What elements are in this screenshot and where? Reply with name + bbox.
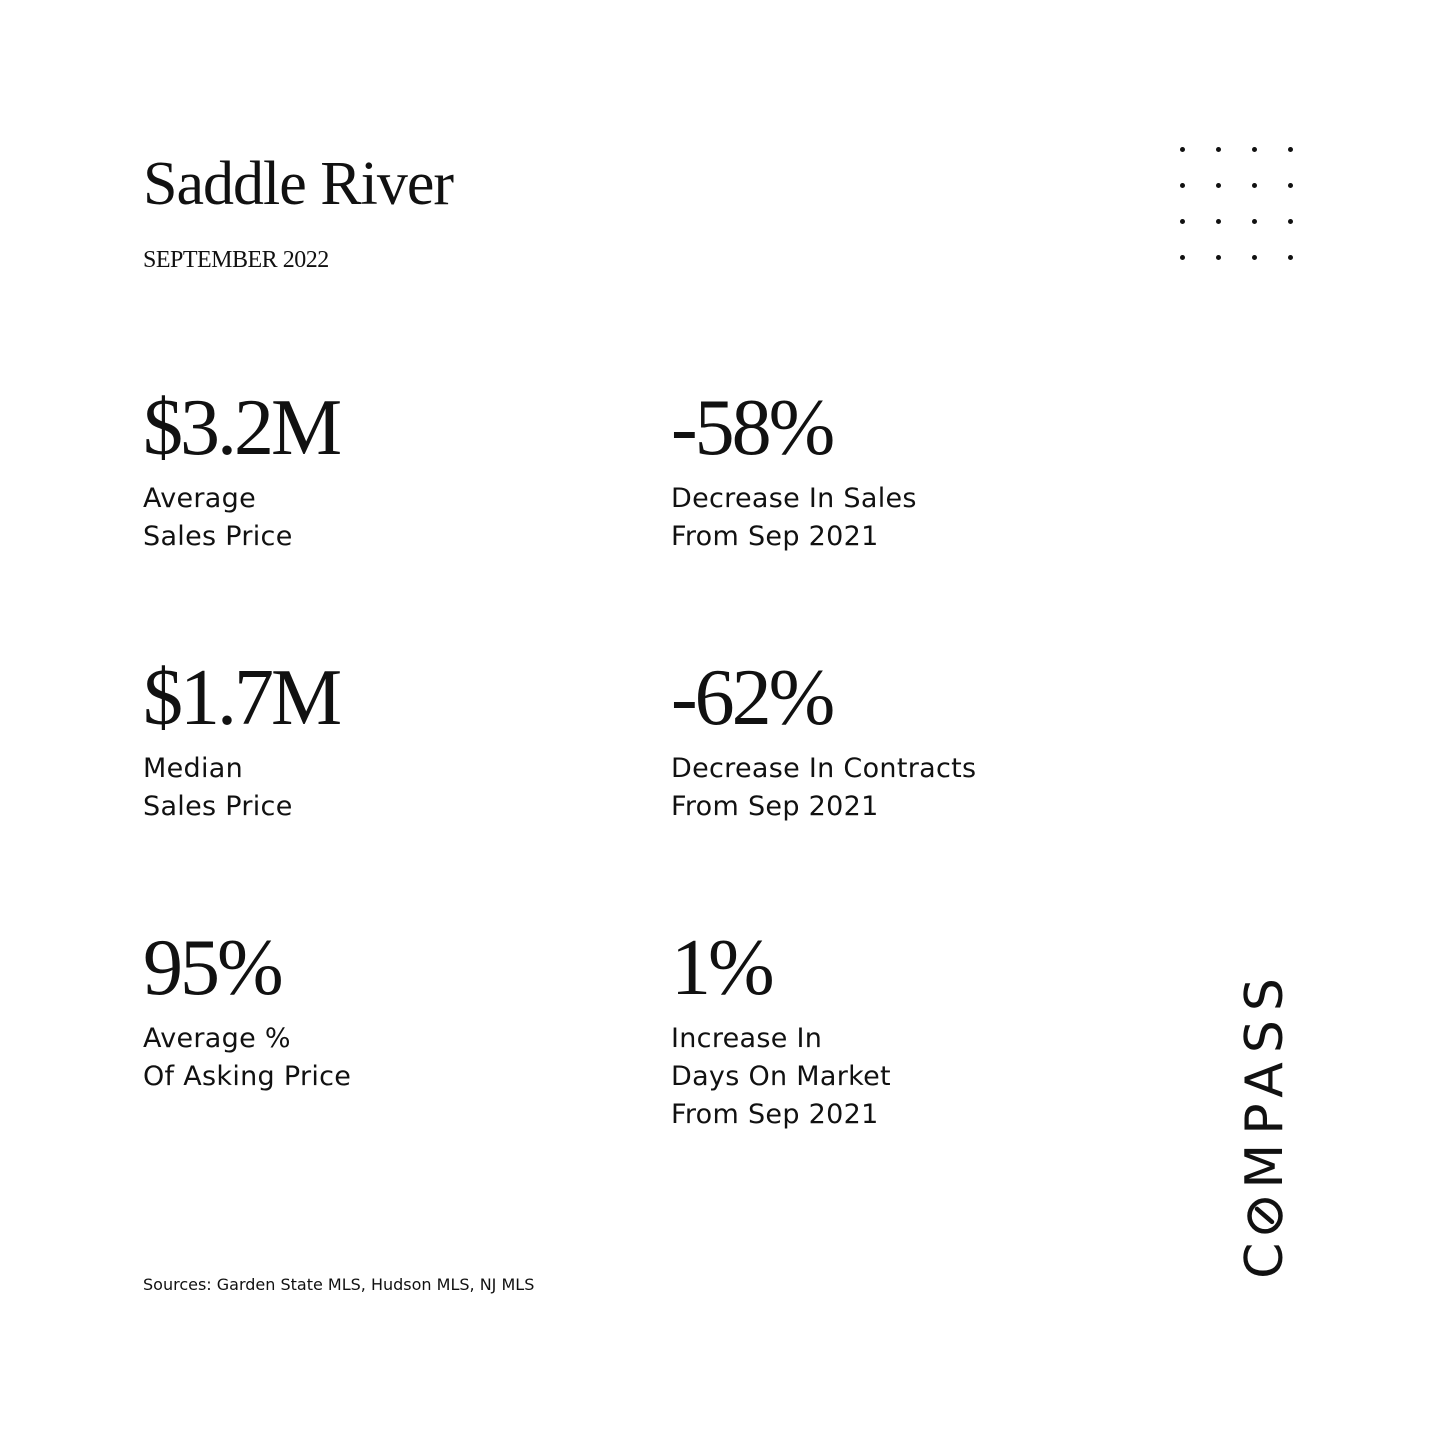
compass-o-icon [1247,1198,1283,1234]
stat-label [671,750,976,826]
dot [1210,213,1227,230]
dot [1246,141,1263,158]
dot [1174,213,1191,230]
stat-label-line: From Sep 2021 [671,521,879,552]
stat-label-line: Average [143,483,256,514]
stat-label-line: Sales Price [143,791,293,822]
stat-contracts-change [671,656,976,826]
dot [1282,177,1299,194]
dot [1282,213,1299,230]
dot [1282,141,1299,158]
stat-label-line: Of Asking Price [143,1061,352,1092]
compass-logo-wordmark [1235,969,1295,1279]
stat-label-line: Days On Market [671,1061,891,1092]
report-period: SEPTEMBER 2022 [143,247,329,273]
stat-label-line: From Sep 2021 [671,1099,879,1130]
dot-grid-decoration [1174,141,1298,265]
dot [1210,249,1227,266]
logo-letters-mpass: MPASS [1235,969,1295,1189]
stat-label-line: Sales Price [143,521,293,552]
page-title: Saddle River [143,150,453,218]
dot [1246,177,1263,194]
stat-label [143,1020,351,1096]
stat-label [671,480,917,556]
dot [1246,213,1263,230]
stat-value: -58% [671,384,833,472]
dot [1174,249,1191,266]
stat-label-line: Increase In [671,1023,823,1054]
stat-value: 1% [671,924,772,1012]
stat-value: -62% [671,654,833,742]
dot [1174,177,1191,194]
sources-footnote: Sources: Garden State MLS, Hudson MLS, NJ MLS [143,1275,535,1294]
dot [1210,141,1227,158]
stat-percent-of-asking [143,926,351,1096]
dot [1174,141,1191,158]
stat-label [143,750,339,826]
stat-days-on-market-change [671,926,891,1134]
stat-label-line: From Sep 2021 [671,791,879,822]
stat-label-line: Median [143,753,244,784]
stat-median-sales-price [143,656,339,826]
dot [1282,249,1299,266]
logo-letter-c: C [1235,1233,1295,1279]
stat-value: $3.2M [143,384,340,472]
stat-average-sales-price [143,386,339,556]
dot [1246,249,1263,266]
stat-label-line: Decrease In Sales [671,483,917,514]
stat-label [143,480,339,556]
stat-value: $1.7M [143,654,340,742]
stat-sales-change [671,386,917,556]
dot [1210,177,1227,194]
stat-label-line: Average % [143,1023,291,1054]
stat-label-line: Decrease In Contracts [671,753,977,784]
stat-label [671,1020,891,1134]
stat-value: 95% [143,924,281,1012]
